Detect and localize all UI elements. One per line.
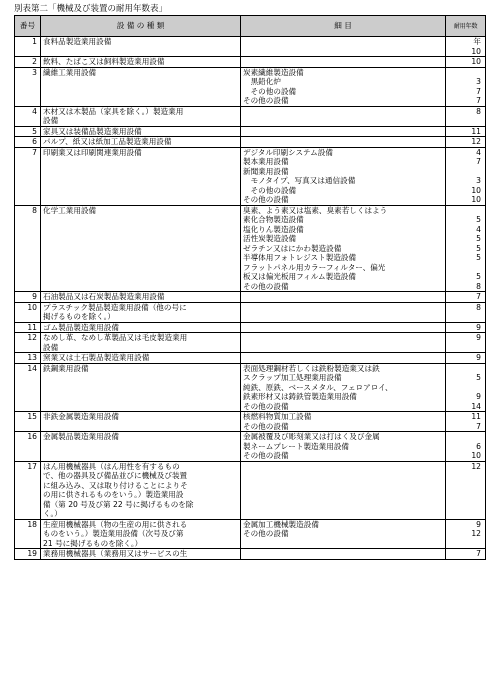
- detail-item: [241, 412, 446, 432]
- detail-item-line: [243, 462, 443, 472]
- detail-item-line: [243, 333, 443, 343]
- table-row: [15, 292, 486, 303]
- useful-life-years: [446, 333, 486, 353]
- useful-life-years: [446, 519, 486, 549]
- equipment-type-line: 生産用機械器具（物の生産の用に供される: [43, 519, 188, 529]
- useful-life-years-line: 7: [476, 421, 481, 431]
- row-number: 2: [15, 57, 41, 68]
- detail-item-line: [243, 303, 443, 313]
- detail-item-line: 素化合物製造設備: [243, 215, 304, 224]
- equipment-type-line: ものをいう。）製造業用設備（次号及び第: [43, 529, 184, 538]
- header-equipment: 設 備 の 種 類: [41, 16, 241, 37]
- detail-item: [241, 106, 446, 126]
- detail-item-line: [243, 37, 443, 47]
- table-row: [15, 549, 486, 560]
- equipment-type-line: 繊維工業用設備: [43, 67, 97, 77]
- equipment-type-line: の用に供されるものをいう。）製造業用設: [43, 490, 184, 499]
- useful-life-years-line: 10: [471, 195, 481, 204]
- equipment-type: [41, 67, 241, 106]
- useful-life-years-line: 6: [476, 441, 481, 451]
- detail-item-line: モノタイプ、写真又は通信設備: [243, 176, 356, 185]
- equipment-type: [41, 461, 241, 519]
- equipment-type: [41, 353, 241, 364]
- equipment-type: [41, 137, 241, 148]
- equipment-type-line: 食料品製造業用設備: [43, 37, 112, 46]
- table-row: [15, 322, 486, 333]
- detail-item-line: 板又は偏光板用フィルム製造設備: [243, 272, 356, 281]
- detail-item-line: 金属加工機械製造設備: [243, 519, 319, 529]
- detail-item-line: 核燃料物質加工設備: [243, 412, 312, 421]
- equipment-type-line: プラスチック製品製造業用設備（他の号に: [43, 302, 187, 312]
- useful-life-years-line: 8: [476, 106, 481, 116]
- useful-life-years-line: 12: [471, 529, 481, 538]
- table-title: 別表第二「機械及び装置の耐用年数表」: [14, 4, 168, 14]
- equipment-type-line: はん用機械器具（はん用性を有するもの: [43, 461, 180, 471]
- table-row: [15, 353, 486, 364]
- equipment-type-line: 非鉄金属製造業用設備: [43, 412, 119, 421]
- detail-item-line: その他の設備: [243, 401, 289, 411]
- useful-life-years-line: [448, 68, 481, 78]
- detail-item: [241, 137, 446, 148]
- row-number: 7: [15, 147, 41, 205]
- useful-life-years-line: 9: [476, 322, 481, 332]
- equipment-type: [41, 292, 241, 303]
- table-row: [15, 519, 486, 549]
- useful-life-years: [446, 137, 486, 148]
- equipment-type-line: 印刷業又は印刷関連業用設備: [43, 147, 142, 157]
- equipment-type-line: 金属製品製造業用設備: [43, 432, 119, 441]
- useful-life-years: [446, 322, 486, 333]
- row-number: 16: [15, 432, 41, 462]
- useful-life-years-line: 5: [476, 373, 481, 382]
- useful-life-years: [446, 37, 486, 57]
- useful-life-years-line: 12: [471, 137, 481, 146]
- useful-life-years-line: 14: [471, 401, 481, 411]
- detail-item-line: その他の設備: [243, 421, 289, 431]
- table-row: [15, 333, 486, 353]
- useful-life-years: [446, 67, 486, 106]
- equipment-type-line: パルプ、紙又は紙加工品製造業用設備: [43, 137, 172, 146]
- detail-item-line: その他の設備: [243, 195, 289, 204]
- useful-life-years-line: 10: [471, 185, 481, 195]
- detail-item-line: 黒鉛化炉: [243, 77, 281, 86]
- useful-life-years-line: 3: [476, 176, 481, 185]
- detail-item-line: スクラップ加工処理業用設備: [243, 373, 342, 382]
- detail-item: [241, 519, 446, 549]
- detail-item: [241, 333, 446, 353]
- detail-item: [241, 322, 446, 333]
- useful-life-years-line: 5: [476, 234, 481, 243]
- row-number: 11: [15, 322, 41, 333]
- useful-life-years-line: [448, 263, 481, 273]
- detail-item: [241, 67, 446, 106]
- equipment-type: [41, 106, 241, 126]
- useful-life-years-line: 9: [476, 392, 481, 401]
- useful-life-years-line: 5: [476, 243, 481, 253]
- useful-life-years-line: 10: [471, 451, 481, 460]
- equipment-type: [41, 432, 241, 462]
- row-number: 1: [15, 37, 41, 57]
- useful-life-years-line: 8: [476, 281, 481, 291]
- detail-item-line: 鉄素形材又は鋳鉄管製造業用設備: [243, 392, 357, 401]
- useful-life-years-line: [448, 167, 481, 177]
- useful-life-years: [446, 412, 486, 432]
- useful-life-years-line: 5: [476, 253, 481, 262]
- useful-life-years: [446, 126, 486, 137]
- useful-life-years-line: 4: [476, 224, 481, 234]
- detail-item-line: 半導体用フォトレジスト製造設備: [243, 253, 357, 262]
- equipment-type: [41, 363, 241, 412]
- equipment-type-line: 木材又は木製品（家具を除く。）製造業用: [43, 106, 184, 116]
- useful-life-years-line: 7: [476, 549, 481, 558]
- equipment-type-line: 化学工業用設備: [43, 205, 97, 215]
- useful-life-table: [14, 15, 486, 560]
- row-number: 12: [15, 333, 41, 353]
- row-number: 19: [15, 549, 41, 560]
- useful-life-years: [446, 353, 486, 364]
- equipment-type-line: で、他の器具及び備品並びに機械及び装置: [43, 471, 188, 480]
- table-row: [15, 37, 486, 57]
- equipment-type: [41, 333, 241, 353]
- equipment-type: [41, 549, 241, 560]
- equipment-type: [41, 412, 241, 432]
- equipment-type: [41, 37, 241, 57]
- detail-item: [241, 147, 446, 205]
- useful-life-years-line: 11: [471, 126, 481, 136]
- useful-life-years-line: 5: [476, 272, 481, 281]
- table-row: [15, 461, 486, 519]
- table-row: [15, 67, 486, 106]
- equipment-type-line: 21 号に掲げるものを除く。）: [43, 538, 143, 548]
- detail-item: [241, 37, 446, 57]
- equipment-type-line: く。）: [43, 509, 62, 518]
- header-years: 耐用年数: [446, 16, 486, 37]
- detail-item: [241, 126, 446, 137]
- equipment-type: [41, 57, 241, 68]
- detail-item-line: ゼラチン又はにかわ製造設備: [243, 243, 342, 253]
- detail-item-line: 炭素繊維製造設備: [243, 67, 304, 77]
- table-row: [15, 106, 486, 126]
- equipment-type-line: 家具又は装備品製造業用設備: [43, 126, 142, 136]
- detail-item-line: [243, 137, 443, 147]
- useful-life-years-line: 9: [476, 519, 481, 529]
- useful-life-years-line: 4: [476, 147, 481, 157]
- row-number: 14: [15, 363, 41, 412]
- equipment-type-line: 業務用機械器具（業務用又はサービスの生: [43, 549, 188, 558]
- row-number: 18: [15, 519, 41, 549]
- equipment-type-line: 窯業又は土石製品製造業用設備: [43, 353, 150, 362]
- equipment-type: [41, 519, 241, 549]
- useful-life-years: [446, 549, 486, 560]
- detail-item-line: デジタル印刷システム設備: [243, 147, 333, 157]
- detail-item: [241, 302, 446, 322]
- detail-item: [241, 205, 446, 292]
- useful-life-years-line: [448, 432, 481, 442]
- detail-item-line: [243, 549, 443, 559]
- detail-item-line: その他の設備: [243, 281, 289, 291]
- row-number: 8: [15, 205, 41, 292]
- detail-item: [241, 363, 446, 412]
- table-row: [15, 432, 486, 462]
- detail-item-line: その他の設備: [243, 86, 297, 96]
- detail-item-line: その他の設備: [243, 96, 289, 105]
- detail-item: [241, 432, 446, 462]
- detail-item-line: その他の設備: [243, 451, 289, 460]
- row-number: 3: [15, 67, 41, 106]
- useful-life-years-line: 3: [476, 77, 481, 86]
- equipment-type: [41, 322, 241, 333]
- useful-life-years: [446, 147, 486, 205]
- detail-item-line: 臭素、よう素又は塩素、臭素若しくはよう: [243, 205, 388, 215]
- useful-life-years-line: 7: [476, 86, 481, 96]
- detail-item-line: [243, 292, 443, 302]
- detail-item-line: その他の設備: [243, 529, 289, 538]
- detail-item-line: フラットパネル用カラーフィルター、偏光: [243, 262, 386, 272]
- table-row: [15, 147, 486, 205]
- detail-item-line: 新聞業用設備: [243, 166, 289, 176]
- useful-life-years: [446, 302, 486, 322]
- useful-life-years-line: 11: [471, 412, 481, 421]
- useful-life-years-line: 9: [476, 333, 481, 342]
- equipment-type: [41, 147, 241, 205]
- table-row: [15, 57, 486, 68]
- useful-life-years: [446, 292, 486, 303]
- useful-life-years-line: 7: [476, 96, 481, 105]
- detail-item-line: [243, 127, 443, 137]
- row-number: 5: [15, 126, 41, 137]
- useful-life-years-line: 5: [476, 215, 481, 224]
- equipment-type-line: 鉄鋼業用設備: [43, 363, 89, 373]
- table-row: [15, 412, 486, 432]
- detail-item-line: 活性炭製造設備: [243, 234, 297, 243]
- equipment-type-line: 掲げるものを除く。）: [43, 312, 115, 321]
- detail-item-line: 表面処理鋼材若しくは鉄粉製造業又は鉄: [243, 363, 380, 373]
- equipment-type: [41, 205, 241, 292]
- equipment-type: [41, 302, 241, 322]
- row-number: 9: [15, 292, 41, 303]
- equipment-type-line: ゴム製品製造業用設備: [43, 322, 119, 332]
- useful-life-years-line: [448, 383, 481, 393]
- row-number: 15: [15, 412, 41, 432]
- useful-life-years-line: [448, 206, 481, 216]
- table-row: [15, 302, 486, 322]
- header-detail: 細 目: [241, 16, 446, 37]
- detail-item-line: 金属被覆及び彫刻業又は打はく及び金属: [243, 432, 380, 441]
- table-row: [15, 137, 486, 148]
- equipment-type-line: に組み込み、又は取り付けることによりそ: [43, 480, 188, 490]
- useful-life-years: [446, 106, 486, 126]
- detail-item-line: 純鉄、原鉄、ベースメタル、フェロアロイ、: [243, 382, 393, 392]
- row-number: 6: [15, 137, 41, 148]
- detail-item: [241, 57, 446, 68]
- equipment-type-line: 設備: [43, 116, 59, 125]
- detail-item-line: 製ネームプレート製造業用設備: [243, 441, 350, 451]
- useful-life-years-line: 12: [471, 461, 481, 471]
- useful-life-years-line: 10: [471, 46, 481, 56]
- useful-life-years-line: 年: [473, 37, 481, 46]
- row-number: 17: [15, 461, 41, 519]
- useful-life-years: [446, 205, 486, 292]
- row-number: 4: [15, 106, 41, 126]
- detail-item-line: 製本業用設備: [243, 157, 289, 166]
- useful-life-years-line: 10: [471, 57, 481, 66]
- detail-item-line: その他の設備: [243, 185, 297, 195]
- useful-life-years-line: 9: [476, 353, 481, 362]
- detail-item-line: 塩化りん製造設備: [243, 224, 304, 234]
- equipment-type-line: なめし革、なめし革製品又は毛皮製造業用: [43, 333, 188, 342]
- detail-item: [241, 292, 446, 303]
- equipment-type-line: 石油製品又は石炭製品製造業用設備: [43, 292, 165, 301]
- table-row: [15, 363, 486, 412]
- detail-item: [241, 353, 446, 364]
- useful-life-years-line: 7: [476, 157, 481, 166]
- useful-life-years-line: [448, 364, 481, 374]
- table-row: [15, 205, 486, 292]
- table-row: [15, 126, 486, 137]
- detail-item: [241, 549, 446, 560]
- row-number: 10: [15, 302, 41, 322]
- equipment-type-line: 設備: [43, 342, 59, 352]
- detail-item-line: [243, 57, 443, 67]
- useful-life-years: [446, 57, 486, 68]
- row-number: 13: [15, 353, 41, 364]
- detail-item: [241, 461, 446, 519]
- useful-life-years-line: 8: [476, 302, 481, 312]
- useful-life-years-line: 7: [476, 292, 481, 301]
- table-body: [15, 37, 486, 560]
- useful-life-years: [446, 432, 486, 462]
- equipment-type: [41, 126, 241, 137]
- detail-item-line: [243, 353, 443, 363]
- header-row: [15, 16, 486, 37]
- header-no: 番号: [15, 16, 41, 37]
- equipment-type-line: 飲料、たばこ又は飼料製造業用設備: [43, 57, 165, 66]
- useful-life-years: [446, 363, 486, 412]
- detail-item-line: [243, 107, 443, 117]
- detail-item-line: [243, 323, 443, 333]
- useful-life-years: [446, 461, 486, 519]
- equipment-type-line: 備（第 20 号及び第 22 号に掲げるものを除: [43, 499, 194, 509]
